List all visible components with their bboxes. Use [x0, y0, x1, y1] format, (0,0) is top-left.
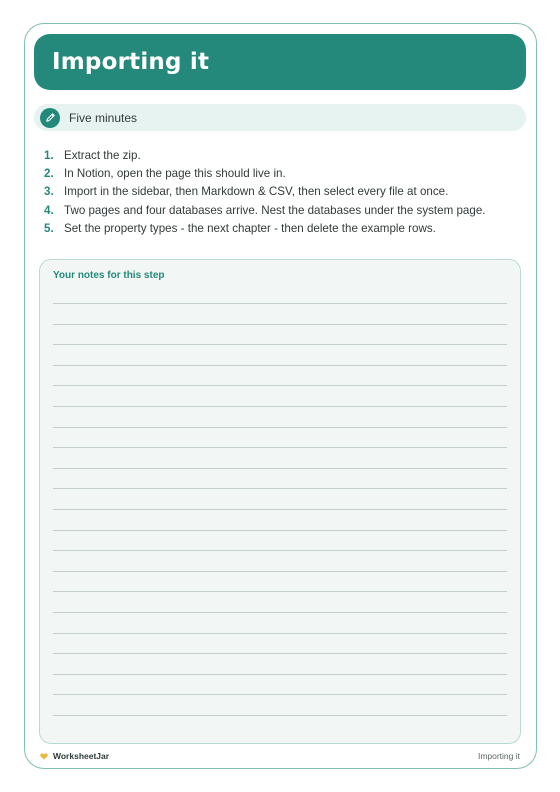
step-item: [44, 146, 486, 164]
note-line: [53, 303, 507, 304]
pencil-icon: [40, 108, 60, 128]
note-line: [53, 365, 507, 366]
note-line: [53, 427, 507, 428]
note-line: [53, 633, 507, 634]
note-line: [53, 674, 507, 675]
note-line: [53, 715, 507, 716]
step-text: Two pages and four databases arrive. Nest the databases under the system page.: [64, 203, 486, 217]
step-number: 4.: [44, 203, 54, 217]
note-line: [53, 509, 507, 510]
step-text: In Notion, open the page this should live in.: [64, 166, 286, 180]
note-line: [53, 385, 507, 386]
duration-pill: [34, 104, 526, 131]
brand-name: WorksheetJar: [53, 751, 110, 761]
note-line: [53, 591, 507, 592]
footer-brand: [40, 751, 109, 761]
step-number: 2.: [44, 166, 54, 180]
note-line: [53, 406, 507, 407]
heart-icon: [40, 753, 48, 760]
step-text: Extract the zip.: [64, 148, 141, 162]
step-number: 5.: [44, 221, 54, 235]
note-line: [53, 447, 507, 448]
step-item: [44, 183, 486, 201]
steps-list: [44, 146, 486, 237]
note-line: [53, 550, 507, 551]
step-item: [44, 219, 486, 237]
note-line: [53, 571, 507, 572]
note-line: [53, 612, 507, 613]
step-item: [44, 164, 486, 182]
duration-label: Five minutes: [69, 110, 138, 125]
note-line: [53, 653, 507, 654]
note-line: [53, 694, 507, 695]
page-title: Importing it: [52, 49, 210, 75]
step-text: Import in the sidebar, then Markdown & CSV, then select every file at once.: [64, 185, 449, 199]
step-item: [44, 201, 486, 219]
footer-page-label: Importing it: [477, 751, 520, 761]
title-banner: [34, 34, 526, 90]
note-line: [53, 324, 507, 325]
note-line: [53, 344, 507, 345]
step-text: Set the property types - the next chapter - then delete the example rows.: [64, 221, 436, 235]
note-line: [53, 530, 507, 531]
step-number: 3.: [44, 185, 54, 199]
step-number: 1.: [44, 148, 54, 162]
notes-box[interactable]: [39, 259, 521, 744]
note-line: [53, 468, 507, 469]
note-line: [53, 488, 507, 489]
notes-title: Your notes for this step: [53, 270, 165, 281]
